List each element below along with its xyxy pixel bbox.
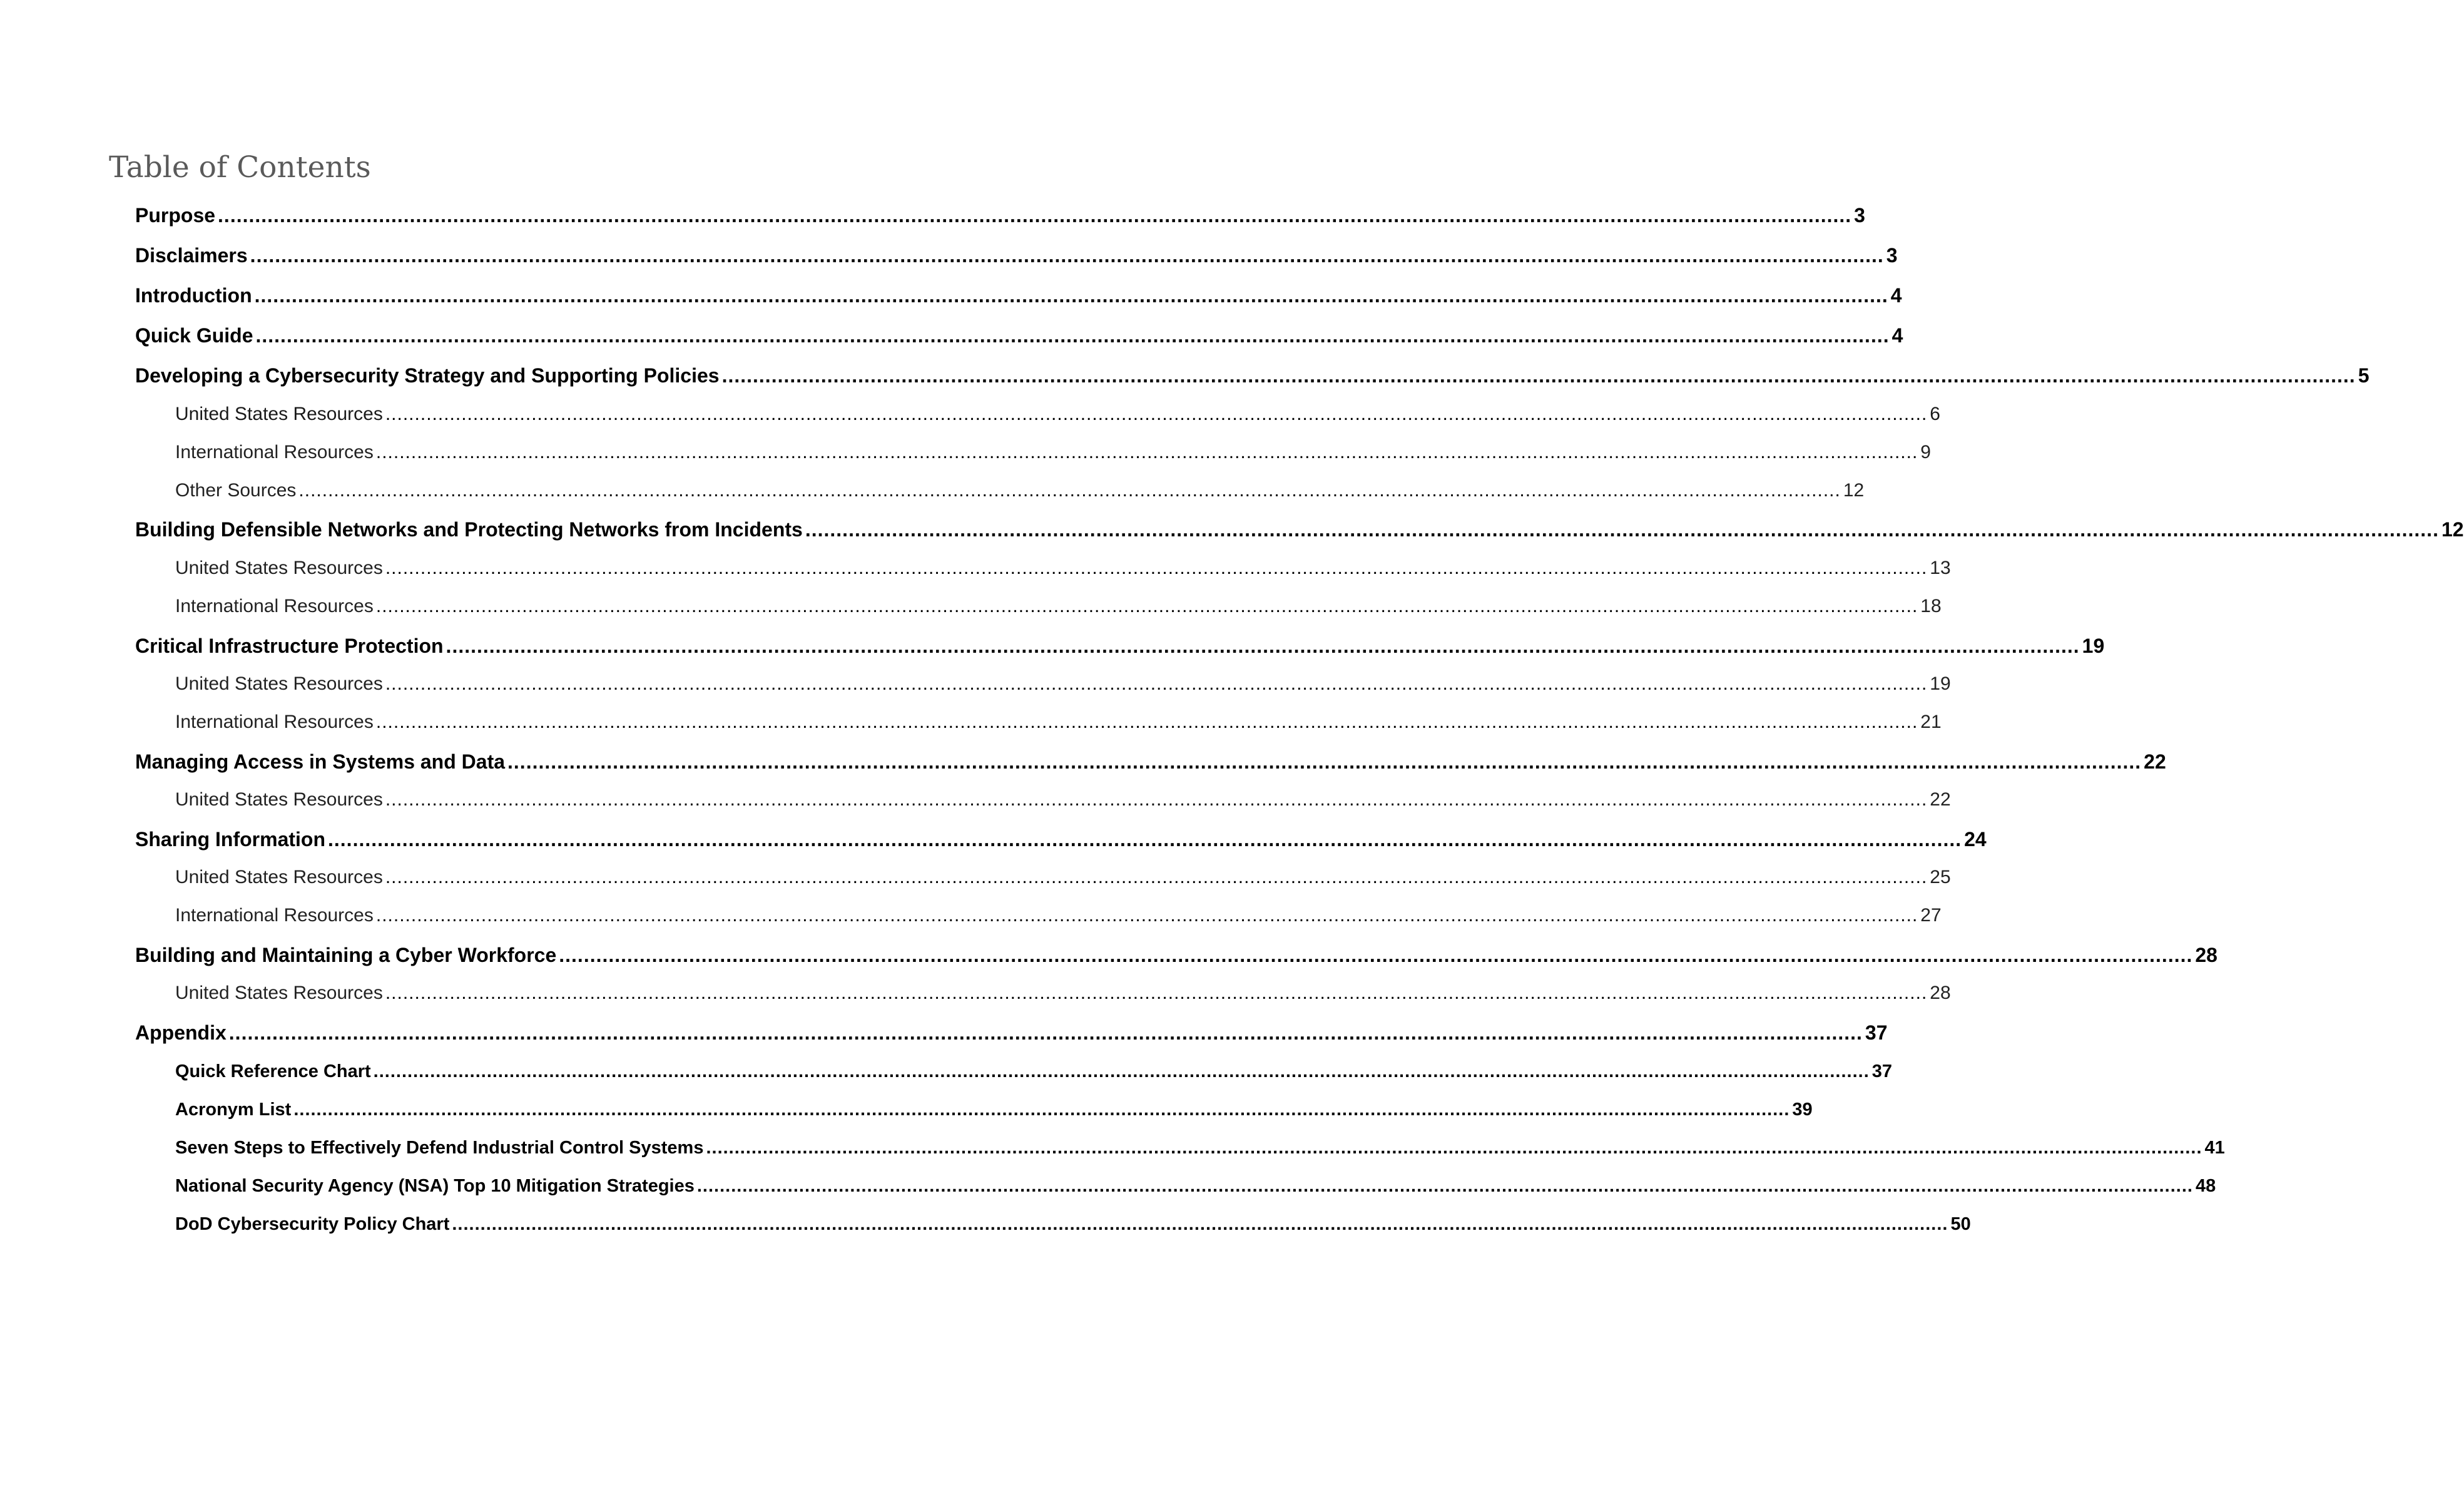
- toc-entry-label: Appendix: [135, 1021, 227, 1044]
- toc-subentry-international-resources[interactable]: [175, 591, 1942, 621]
- toc-page-number: 28: [2195, 944, 2217, 966]
- dot-leader: ........................................................................................................................................................................................................................................................................: [385, 673, 1928, 694]
- dot-leader: ........................................................................................................................................................................................................................................................................: [385, 404, 1928, 424]
- toc-subentry-international-resources[interactable]: [175, 707, 1942, 737]
- toc-entry-label: United States Resources: [175, 983, 383, 1003]
- toc-entry-label: National Security Agency (NSA) Top 10 Mitigation Strategies: [175, 1176, 695, 1196]
- toc-page-number: 25: [1930, 867, 1951, 887]
- toc-page-number: 28: [1930, 983, 1951, 1003]
- dot-leader: ........................................................................................................................................................................................................................................................................: [385, 558, 1928, 578]
- toc-entry-label: United States Resources: [175, 789, 383, 810]
- toc-entry-appendix[interactable]: [135, 1018, 1888, 1048]
- toc-page-number: 6: [1930, 404, 1940, 424]
- toc-subentry-us-resources[interactable]: [175, 862, 1951, 892]
- toc-subentry-us-resources[interactable]: [175, 669, 1951, 699]
- dot-leader: ........................................................................................................................................................................................................................................................................: [385, 983, 1928, 1003]
- toc-subentry-us-resources[interactable]: [175, 553, 1951, 583]
- toc-page-number: 18: [1920, 596, 1942, 616]
- toc-entry-label: DoD Cybersecurity Policy Chart: [175, 1214, 450, 1234]
- toc-entry-label: Quick Reference Chart: [175, 1061, 371, 1081]
- toc-entry-cyber-workforce[interactable]: [135, 940, 2217, 970]
- dot-leader: ........................................................................................................................................................................................................................................................................: [293, 1100, 1790, 1120]
- toc-page-number: 4: [1890, 284, 1902, 307]
- toc-page-number: 24: [1964, 828, 1987, 851]
- toc-subentry-international-resources[interactable]: [175, 901, 1942, 931]
- dot-leader: ........................................................................................................................................................................................................................................................................: [385, 789, 1928, 810]
- dot-leader: ........................................................................................................................................................................................................................................................................: [385, 867, 1928, 887]
- toc-page-number: 3: [1854, 204, 1865, 227]
- toc-entry-quick-guide[interactable]: [135, 320, 1903, 350]
- toc-subentry-us-resources[interactable]: [175, 978, 1951, 1008]
- toc-page-number: 48: [2195, 1176, 2216, 1196]
- toc-page-number: 13: [1930, 558, 1951, 578]
- toc-entry-label: Developing a Cybersecurity Strategy and Supporting Policies: [135, 364, 720, 387]
- dot-leader: ........................................................................................................................................................................................................................................................................: [452, 1214, 1948, 1234]
- toc-entry-label: United States Resources: [175, 867, 383, 887]
- toc-entry-label: Introduction: [135, 284, 252, 307]
- dot-leader: ........................................................................................................................................................................................................................................................................: [507, 750, 2142, 773]
- toc-entry-introduction[interactable]: [135, 280, 1902, 310]
- dot-leader: ........................................................................................................................................................................................................................................................................: [706, 1138, 2202, 1158]
- dot-leader: ........................................................................................................................................................................................................................................................................: [375, 905, 1918, 926]
- toc-page-number: 19: [2082, 635, 2105, 657]
- toc-page-number: 50: [1950, 1214, 1971, 1234]
- dot-leader: ........................................................................................................................................................................................................................................................................: [375, 596, 1918, 616]
- toc-page-number: 37: [1865, 1021, 1888, 1044]
- toc-subentry-quick-reference-chart[interactable]: [175, 1056, 1893, 1086]
- toc-page-number: 12: [2441, 518, 2464, 541]
- toc-entry-label: Building and Maintaining a Cyber Workforce: [135, 944, 557, 966]
- toc-subentry-other-sources[interactable]: [175, 476, 1865, 506]
- toc-entry-label: Acronym List: [175, 1100, 292, 1120]
- toc-subentry-seven-steps[interactable]: [175, 1133, 2225, 1163]
- dot-leader: ........................................................................................................................................................................................................................................................................: [445, 635, 2080, 657]
- toc-entry-label: Sharing Information: [135, 828, 325, 851]
- toc-page-number: 41: [2204, 1138, 2225, 1158]
- toc-entry-label: Other Sources: [175, 480, 297, 501]
- dot-leader: ........................................................................................................................................................................................................................................................................: [375, 712, 1918, 732]
- page-title: Table of Contents: [109, 150, 371, 185]
- toc-page-number: 9: [1920, 442, 1931, 462]
- toc-subentry-international-resources[interactable]: [175, 437, 1931, 468]
- dot-leader: ........................................................................................................................................................................................................................................................................: [805, 518, 2439, 541]
- dot-leader: ........................................................................................................................................................................................................................................................................: [218, 204, 1852, 227]
- toc-page-number: 39: [1792, 1100, 1813, 1120]
- toc-entry-label: International Resources: [175, 442, 374, 462]
- dot-leader: ........................................................................................................................................................................................................................................................................: [559, 944, 2193, 966]
- toc-page-number: 3: [1886, 244, 1898, 267]
- toc-page-number: 5: [2358, 364, 2370, 387]
- toc-entry-label: Seven Steps to Effectively Defend Industrial Control Systems: [175, 1138, 704, 1158]
- toc-entry-label: International Resources: [175, 712, 374, 732]
- toc-page-number: 22: [1930, 789, 1951, 810]
- toc-subentry-dod-policy-chart[interactable]: [175, 1209, 1971, 1239]
- toc-subentry-us-resources[interactable]: [175, 399, 1940, 429]
- toc-entry-label: United States Resources: [175, 673, 383, 694]
- dot-leader: ........................................................................................................................................................................................................................................................................: [721, 364, 2356, 387]
- dot-leader: ........................................................................................................................................................................................................................................................................: [696, 1176, 2193, 1196]
- toc-entry-label: Building Defensible Networks and Protecting Networks from Incidents: [135, 518, 803, 541]
- toc-entry-label: International Resources: [175, 596, 374, 616]
- toc-page-number: 19: [1930, 673, 1951, 694]
- toc-entry-sharing-information[interactable]: [135, 824, 1987, 854]
- dot-leader: ........................................................................................................................................................................................................................................................................: [254, 284, 1888, 307]
- toc-page-number: 4: [1891, 324, 1903, 347]
- toc-entry-label: Purpose: [135, 204, 216, 227]
- dot-leader: ........................................................................................................................................................................................................................................................................: [255, 324, 1890, 347]
- toc-page-number: 22: [2144, 750, 2166, 773]
- dot-leader: ........................................................................................................................................................................................................................................................................: [373, 1061, 1870, 1081]
- toc-entry-label: International Resources: [175, 905, 374, 926]
- toc-entry-managing-access[interactable]: [135, 747, 2166, 777]
- toc-entry-label: Managing Access in Systems and Data: [135, 750, 506, 773]
- toc-entry-label: Disclaimers: [135, 244, 248, 267]
- toc-entry-label: United States Resources: [175, 404, 383, 424]
- toc-page-number: 27: [1920, 905, 1942, 926]
- toc-subentry-us-resources[interactable]: [175, 785, 1951, 815]
- toc-page-number: 37: [1871, 1061, 1893, 1081]
- toc-entry-critical-infrastructure[interactable]: [135, 631, 2105, 661]
- toc-subentry-nsa-top-10[interactable]: [175, 1171, 2216, 1201]
- dot-leader: ........................................................................................................................................................................................................................................................................: [328, 828, 1962, 851]
- dot-leader: ........................................................................................................................................................................................................................................................................: [250, 244, 1884, 267]
- toc-entry-defensible-networks[interactable]: [135, 514, 2464, 544]
- toc-entry-purpose[interactable]: [135, 200, 1865, 230]
- toc-page-number: 21: [1920, 712, 1942, 732]
- toc-page-number: 12: [1843, 480, 1865, 501]
- toc-entry-label: Quick Guide: [135, 324, 253, 347]
- dot-leader: ........................................................................................................................................................................................................................................................................: [298, 480, 1841, 501]
- toc-entry-cybersecurity-strategy[interactable]: [135, 360, 2370, 391]
- toc-entry-disclaimers[interactable]: [135, 240, 1898, 270]
- toc-entry-label: United States Resources: [175, 558, 383, 578]
- dot-leader: ........................................................................................................................................................................................................................................................................: [228, 1021, 1863, 1044]
- dot-leader: ........................................................................................................................................................................................................................................................................: [375, 442, 1918, 462]
- toc-subentry-acronym-list[interactable]: [175, 1095, 1813, 1125]
- toc-entry-label: Critical Infrastructure Protection: [135, 635, 444, 657]
